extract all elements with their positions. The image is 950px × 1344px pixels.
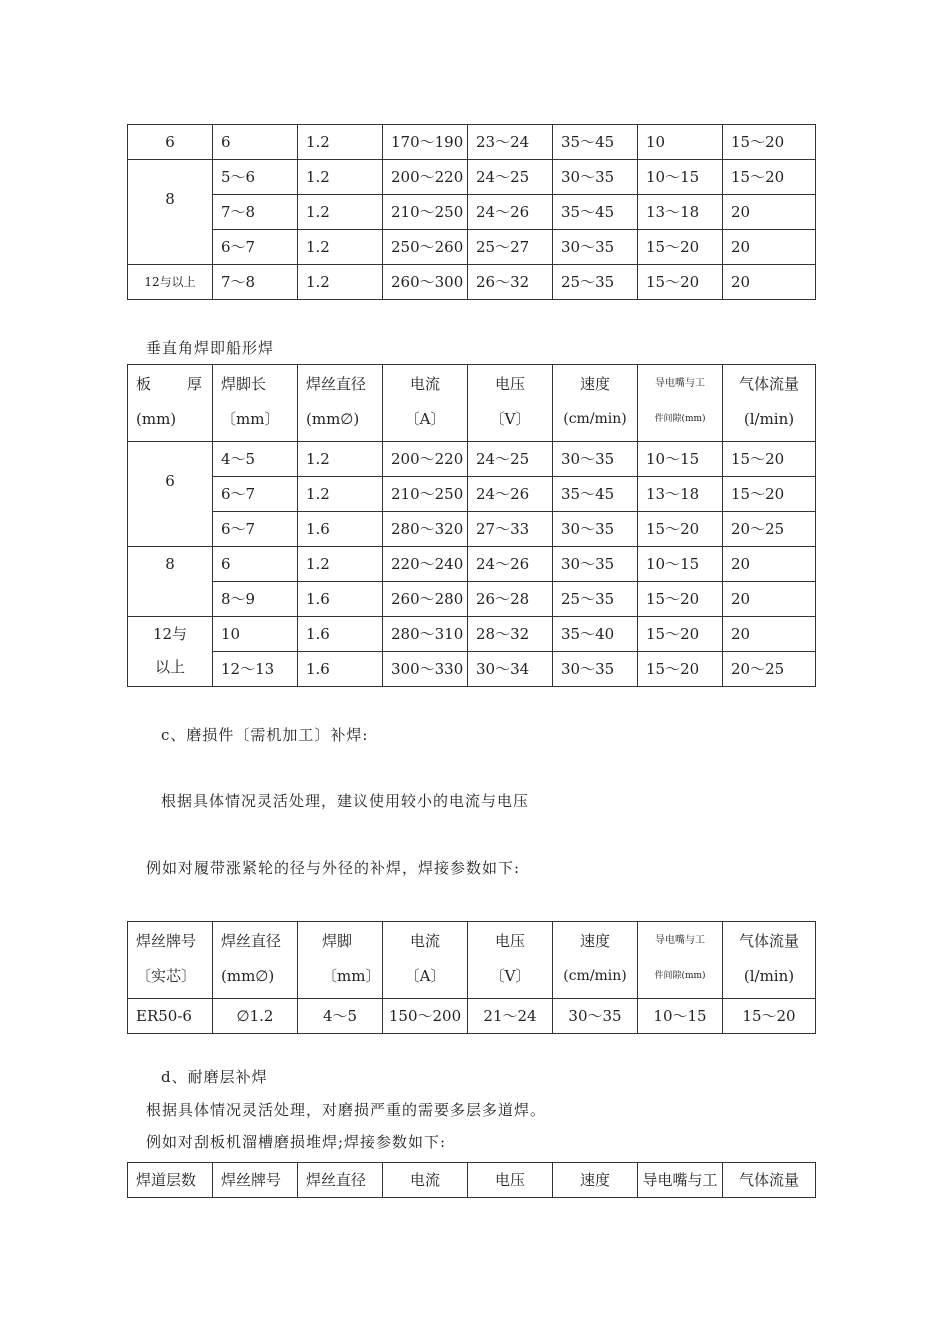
table-row [128, 265, 816, 300]
cell-gap: 15～20 [638, 230, 723, 265]
cell-speed: 25～35 [553, 265, 638, 300]
header-wire: 焊丝直径 [298, 1163, 383, 1198]
table-row [128, 195, 816, 230]
cell-gas: 20 [723, 230, 816, 265]
cell-gap: 15～20 [638, 265, 723, 300]
cell-leg: 4～5 [298, 999, 383, 1034]
cell-current: 280～310 [383, 617, 468, 652]
table-header-row [128, 365, 816, 442]
cell-current: 280～320 [383, 512, 468, 547]
cell-speed: 35～45 [553, 125, 638, 160]
cell-wire: 1.6 [298, 617, 383, 652]
cell-speed: 30～35 [553, 652, 638, 687]
cell-gas: 20 [723, 617, 816, 652]
cell-gap: 10～15 [638, 160, 723, 195]
cell-leg: 8～9 [213, 582, 298, 617]
cell-wire: 1.2 [298, 477, 383, 512]
cell-speed: 30～35 [553, 999, 638, 1034]
cell-current: 300～330 [383, 652, 468, 687]
header-wire: 焊丝直径 (mm∅) [213, 922, 298, 999]
cell-speed: 30～35 [553, 512, 638, 547]
cell-gap: 10～15 [638, 547, 723, 582]
cell-leg: 6～7 [213, 230, 298, 265]
table-row [128, 477, 816, 512]
cell-gap: 10～15 [638, 442, 723, 477]
header-speed: 速度 (cm/min) [553, 922, 638, 999]
cell-wire: 1.2 [298, 442, 383, 477]
cell-voltage: 24～25 [468, 442, 553, 477]
table-row [128, 125, 816, 160]
cell-gap: 15～20 [638, 582, 723, 617]
cell-leg: 6～7 [213, 477, 298, 512]
cell-thickness: 8 [128, 160, 213, 265]
cell-gap: 15～20 [638, 652, 723, 687]
cell-voltage: 25～27 [468, 230, 553, 265]
table-header-row [128, 922, 816, 999]
cell-gap: 13～18 [638, 195, 723, 230]
cell-wire: 1.2 [298, 195, 383, 230]
cell-voltage: 30～34 [468, 652, 553, 687]
cell-thickness: 8 [128, 547, 213, 617]
cell-gas: 15～20 [723, 160, 816, 195]
cell-gas: 20～25 [723, 652, 816, 687]
header-gas: 气体流量 (l/min) [723, 365, 816, 442]
cell-leg: 5～6 [213, 160, 298, 195]
cell-current: 200～220 [383, 442, 468, 477]
header-brand: 焊丝牌号 [213, 1163, 298, 1198]
header-layers: 焊道层数 [128, 1163, 213, 1198]
cell-speed: 30～35 [553, 547, 638, 582]
cell-speed: 35～45 [553, 477, 638, 512]
cell-thickness: 12与以上 [128, 265, 213, 300]
cell-wire: 1.2 [298, 547, 383, 582]
section-c-title: c、磨损件〔需机加工〕补焊: [161, 726, 369, 744]
header-current: 电流 〔A〕 [383, 922, 468, 999]
cell-wire: 1.2 [298, 230, 383, 265]
cell-leg: 10 [213, 617, 298, 652]
header-current: 电流 〔A〕 [383, 365, 468, 442]
table-row [128, 652, 816, 687]
header-leg: 焊脚长 〔mm〕 [213, 365, 298, 442]
table-row [128, 582, 816, 617]
cell-voltage: 26～28 [468, 582, 553, 617]
header-gap: 导电嘴与工 [638, 1163, 723, 1198]
header-voltage: 电压 〔V〕 [468, 365, 553, 442]
cell-leg: 6 [213, 547, 298, 582]
cell-current: 200～220 [383, 160, 468, 195]
header-brand: 焊丝牌号 〔实芯〕 [128, 922, 213, 999]
table-row [128, 512, 816, 547]
header-thickness: 板 厚 (mm) [128, 365, 213, 442]
section-c-paragraph: 根据具体情况灵活处理，建议使用较小的电流与电压 [161, 792, 530, 810]
cell-speed: 30～35 [553, 230, 638, 265]
cell-gap: 10 [638, 125, 723, 160]
cell-voltage: 27～33 [468, 512, 553, 547]
cell-thickness: 12与 以上 [128, 617, 213, 687]
table-fillet-params-continued [127, 124, 816, 300]
cell-gas: 15～20 [723, 125, 816, 160]
cell-current: 220～240 [383, 547, 468, 582]
heading-vertical-fillet: 垂直角焊即船形焊 [146, 339, 275, 357]
section-d-example: 例如对刮板机溜槽磨损堆焊;焊接参数如下: [146, 1133, 447, 1151]
header-speed: 速度 [553, 1163, 638, 1198]
header-speed: 速度 (cm/min) [553, 365, 638, 442]
section-d-title: d、耐磨层补焊 [161, 1068, 268, 1086]
cell-gas: 15～20 [723, 442, 816, 477]
header-wire: 焊丝直径 (mm∅) [298, 365, 383, 442]
table-row [128, 230, 816, 265]
cell-wire: 1.6 [298, 512, 383, 547]
cell-thickness: 6 [128, 442, 213, 547]
cell-voltage: 28～32 [468, 617, 553, 652]
cell-current: 170～190 [383, 125, 468, 160]
cell-speed: 30～35 [553, 160, 638, 195]
cell-voltage: 24～26 [468, 195, 553, 230]
cell-gas: 20 [723, 582, 816, 617]
cell-voltage: 26～32 [468, 265, 553, 300]
cell-gap: 15～20 [638, 617, 723, 652]
section-c-example: 例如对履带涨紧轮的径与外径的补焊，焊接参数如下: [146, 859, 521, 877]
header-voltage: 电压 〔V〕 [468, 922, 553, 999]
header-leg: 焊脚 〔mm〕 [298, 922, 383, 999]
cell-leg: 7～8 [213, 195, 298, 230]
cell-gas: 20～25 [723, 512, 816, 547]
cell-wire: 1.2 [298, 265, 383, 300]
cell-thickness: 6 [128, 125, 213, 160]
cell-voltage: 24～26 [468, 477, 553, 512]
cell-gap: 10～15 [638, 999, 723, 1034]
cell-current: 250～260 [383, 230, 468, 265]
cell-wire: 1.6 [298, 582, 383, 617]
table-vertical-fillet-params [127, 364, 816, 687]
cell-wire: 1.2 [298, 160, 383, 195]
cell-current: 260～300 [383, 265, 468, 300]
table-chute-overlay-params [127, 1162, 816, 1198]
cell-gas: 20 [723, 195, 816, 230]
table-row [128, 617, 816, 652]
table-row [128, 547, 816, 582]
table-row [128, 160, 816, 195]
cell-current: 260～280 [383, 582, 468, 617]
cell-speed: 35～40 [553, 617, 638, 652]
cell-wire: 1.6 [298, 652, 383, 687]
header-voltage: 电压 [468, 1163, 553, 1198]
cell-current: 210～250 [383, 195, 468, 230]
cell-gas: 15～20 [723, 477, 816, 512]
cell-leg: 12～13 [213, 652, 298, 687]
header-gap: 导电嘴与工 件间隙(mm) [638, 365, 723, 442]
table-idler-repair-params [127, 921, 816, 1034]
cell-speed: 30～35 [553, 442, 638, 477]
cell-gas: 15～20 [723, 999, 816, 1034]
section-d-paragraph: 根据具体情况灵活处理，对磨损严重的需要多层多道焊。 [146, 1101, 547, 1119]
cell-leg: 7～8 [213, 265, 298, 300]
cell-wire: 1.2 [298, 125, 383, 160]
cell-speed: 35～45 [553, 195, 638, 230]
cell-wire: ∅1.2 [213, 999, 298, 1034]
header-gap: 导电嘴与工 件间隙(mm) [638, 922, 723, 999]
table-row [128, 442, 816, 477]
cell-brand: ER50-6 [128, 999, 213, 1034]
cell-leg: 6～7 [213, 512, 298, 547]
table-row [128, 999, 816, 1034]
cell-speed: 25～35 [553, 582, 638, 617]
cell-voltage: 21～24 [468, 999, 553, 1034]
cell-voltage: 24～26 [468, 547, 553, 582]
cell-gap: 13～18 [638, 477, 723, 512]
cell-leg: 4～5 [213, 442, 298, 477]
table-header-row [128, 1163, 816, 1198]
cell-gas: 20 [723, 265, 816, 300]
header-gas: 气体流量 (l/min) [723, 922, 816, 999]
cell-leg: 6 [213, 125, 298, 160]
cell-current: 150～200 [383, 999, 468, 1034]
cell-gap: 15～20 [638, 512, 723, 547]
cell-gas: 20 [723, 547, 816, 582]
header-gas: 气体流量 [723, 1163, 816, 1198]
cell-voltage: 23～24 [468, 125, 553, 160]
cell-current: 210～250 [383, 477, 468, 512]
header-current: 电流 [383, 1163, 468, 1198]
cell-voltage: 24～25 [468, 160, 553, 195]
